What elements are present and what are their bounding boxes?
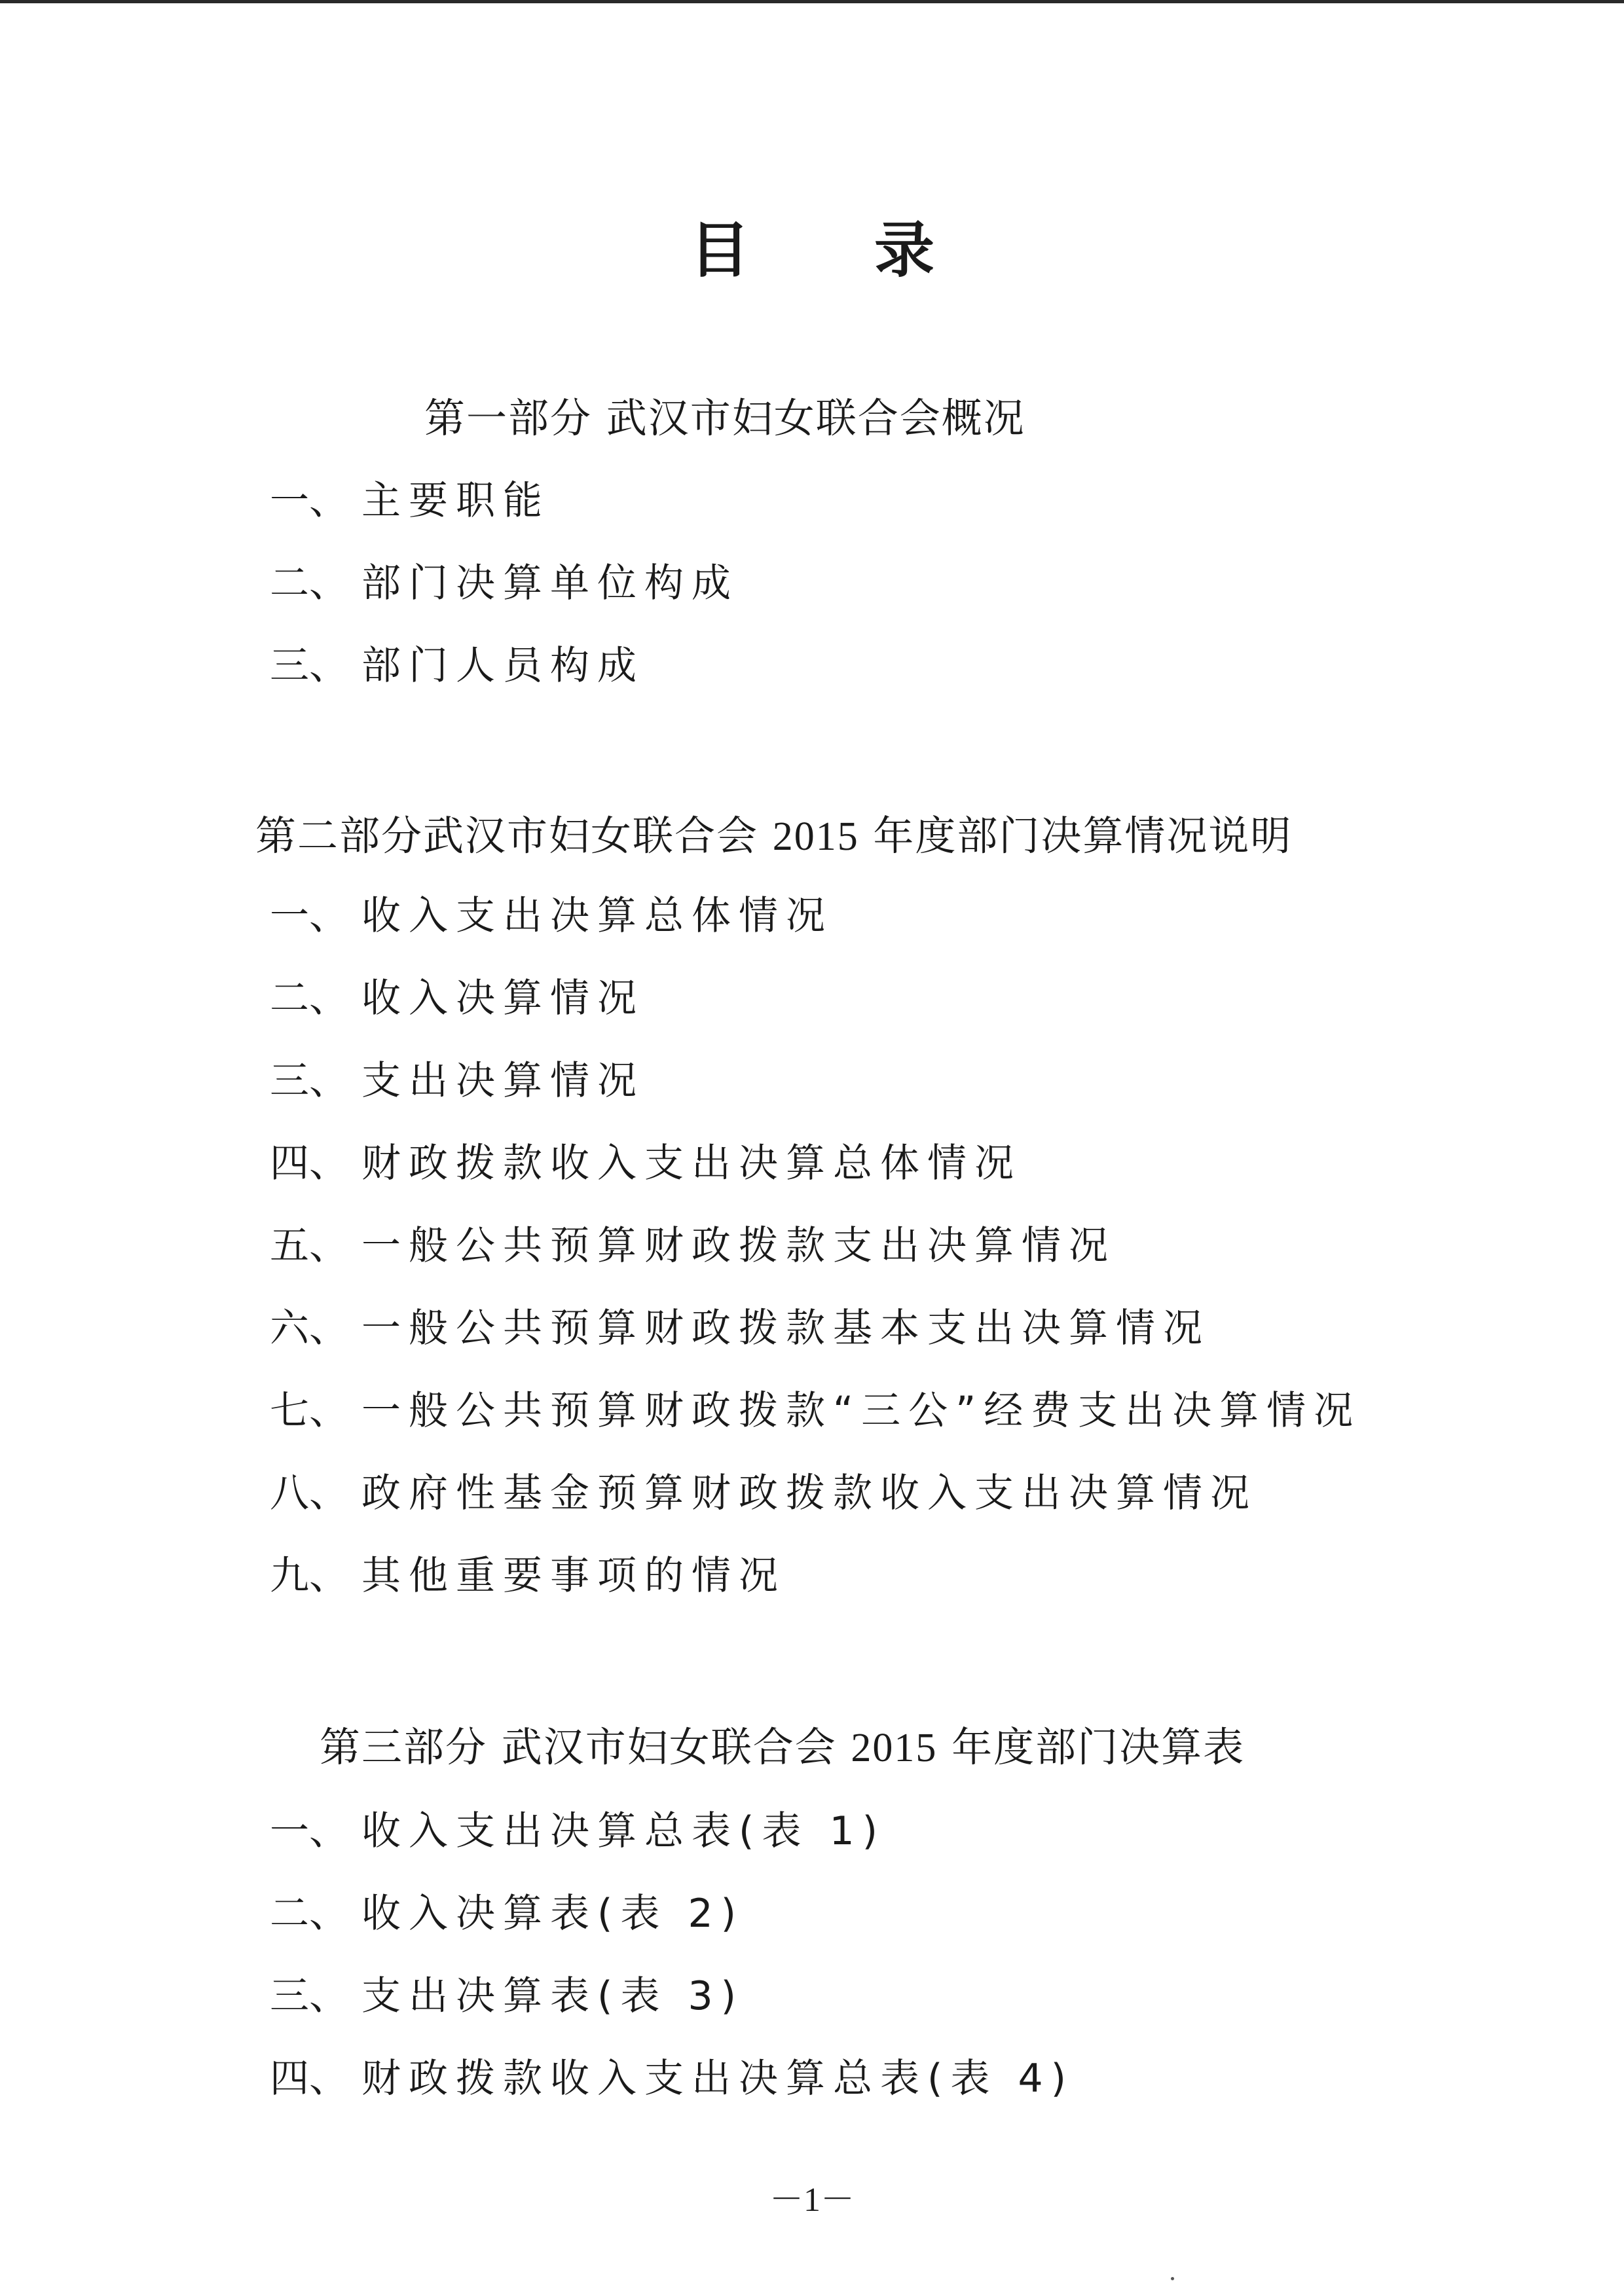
part-heading-3 xyxy=(320,1718,1245,1777)
toc-item-text: 部门人员构成 xyxy=(361,643,644,689)
toc-item-number: 二、 xyxy=(270,975,348,1021)
toc-item-number: 七、 xyxy=(270,1388,348,1434)
toc-item xyxy=(270,1546,786,1605)
part-heading-3-year: 2015 xyxy=(851,1726,938,1770)
part-heading-2-suffix: 年度部门决算情况说明 xyxy=(858,812,1293,860)
toc-item-text: 一般公共预算财政拨款支出决算情况 xyxy=(361,1223,1116,1269)
toc-item-text: 部门决算单位构成 xyxy=(361,560,739,606)
toc-item-text: 支出决算情况 xyxy=(361,1058,644,1104)
toc-item xyxy=(270,886,833,945)
toc-item-text: 收入决算情况 xyxy=(361,975,644,1021)
toc-item-number: 一、 xyxy=(270,478,348,524)
toc-item xyxy=(270,636,644,695)
toc-item-number: 六、 xyxy=(270,1305,348,1351)
toc-item xyxy=(270,1381,1361,1440)
toc-item-text: 支出决算表(表 3) xyxy=(361,1973,745,2019)
toc-item-number: 五、 xyxy=(270,1223,348,1269)
toc-item xyxy=(270,1802,885,1861)
toc-item xyxy=(270,1216,1116,1275)
toc-item-number: 八、 xyxy=(270,1470,348,1516)
toc-item xyxy=(270,1967,744,2026)
toc-item-text: 主要职能 xyxy=(361,478,550,524)
toc-item xyxy=(270,1051,644,1110)
toc-item xyxy=(270,471,550,530)
toc-item-number: 三、 xyxy=(270,643,348,689)
page-number: －1－ xyxy=(769,2181,855,2219)
toc-item xyxy=(270,969,644,1028)
scan-speck xyxy=(1171,2277,1174,2280)
part-heading-3-suffix: 年度部门决算表 xyxy=(937,1723,1246,1771)
part-heading-1-text: 第一部分 武汉市妇女联合会概况 xyxy=(424,394,1025,442)
toc-item-number: 二、 xyxy=(270,560,348,606)
toc-item-text: 财政拨款收入支出决算总体情况 xyxy=(361,1140,1022,1186)
scan-top-edge xyxy=(0,0,1624,3)
toc-item-number: 四、 xyxy=(270,2056,348,2102)
toc-item-number: 一、 xyxy=(270,893,348,939)
toc-item-text: 一般公共预算财政拨款基本支出决算情况 xyxy=(361,1305,1210,1351)
part-heading-1 xyxy=(424,389,1025,448)
part-heading-2-prefix: 第二部分武汉市妇女联合会 xyxy=(255,812,773,860)
page-title: 目录 xyxy=(690,215,1059,285)
toc-item-number: 九、 xyxy=(270,1553,348,1599)
toc-item-number: 三、 xyxy=(270,1058,348,1104)
toc-item-text: 收入决算表(表 2) xyxy=(361,1891,745,1937)
toc-item-number: 一、 xyxy=(270,1808,348,1854)
toc-item xyxy=(270,1134,1022,1193)
part-heading-2-year: 2015 xyxy=(772,814,859,859)
toc-item xyxy=(270,1464,1257,1523)
toc-item-number: 四、 xyxy=(270,1140,348,1186)
toc-item-text: 收入支出决算总体情况 xyxy=(361,893,833,939)
toc-item-text: 政府性基金预算财政拨款收入支出决算情况 xyxy=(361,1470,1257,1516)
part-heading-3-prefix: 第三部分 武汉市妇女联合会 xyxy=(320,1723,851,1771)
toc-item xyxy=(270,2049,1074,2108)
toc-item-text: 收入支出决算总表(表 1) xyxy=(361,1808,886,1854)
toc-item xyxy=(270,554,739,613)
toc-item-text: 其他重要事项的情况 xyxy=(361,1553,786,1599)
toc-item-number: 三、 xyxy=(270,1973,348,2019)
toc-item-number: 二、 xyxy=(270,1891,348,1937)
toc-item xyxy=(270,1299,1210,1358)
part-heading-2 xyxy=(255,807,1292,866)
toc-item-text: 一般公共预算财政拨款“三公”经费支出决算情况 xyxy=(361,1388,1361,1434)
toc-item-text: 财政拨款收入支出决算总表(表 4) xyxy=(361,2056,1075,2102)
toc-item xyxy=(270,1884,744,1943)
